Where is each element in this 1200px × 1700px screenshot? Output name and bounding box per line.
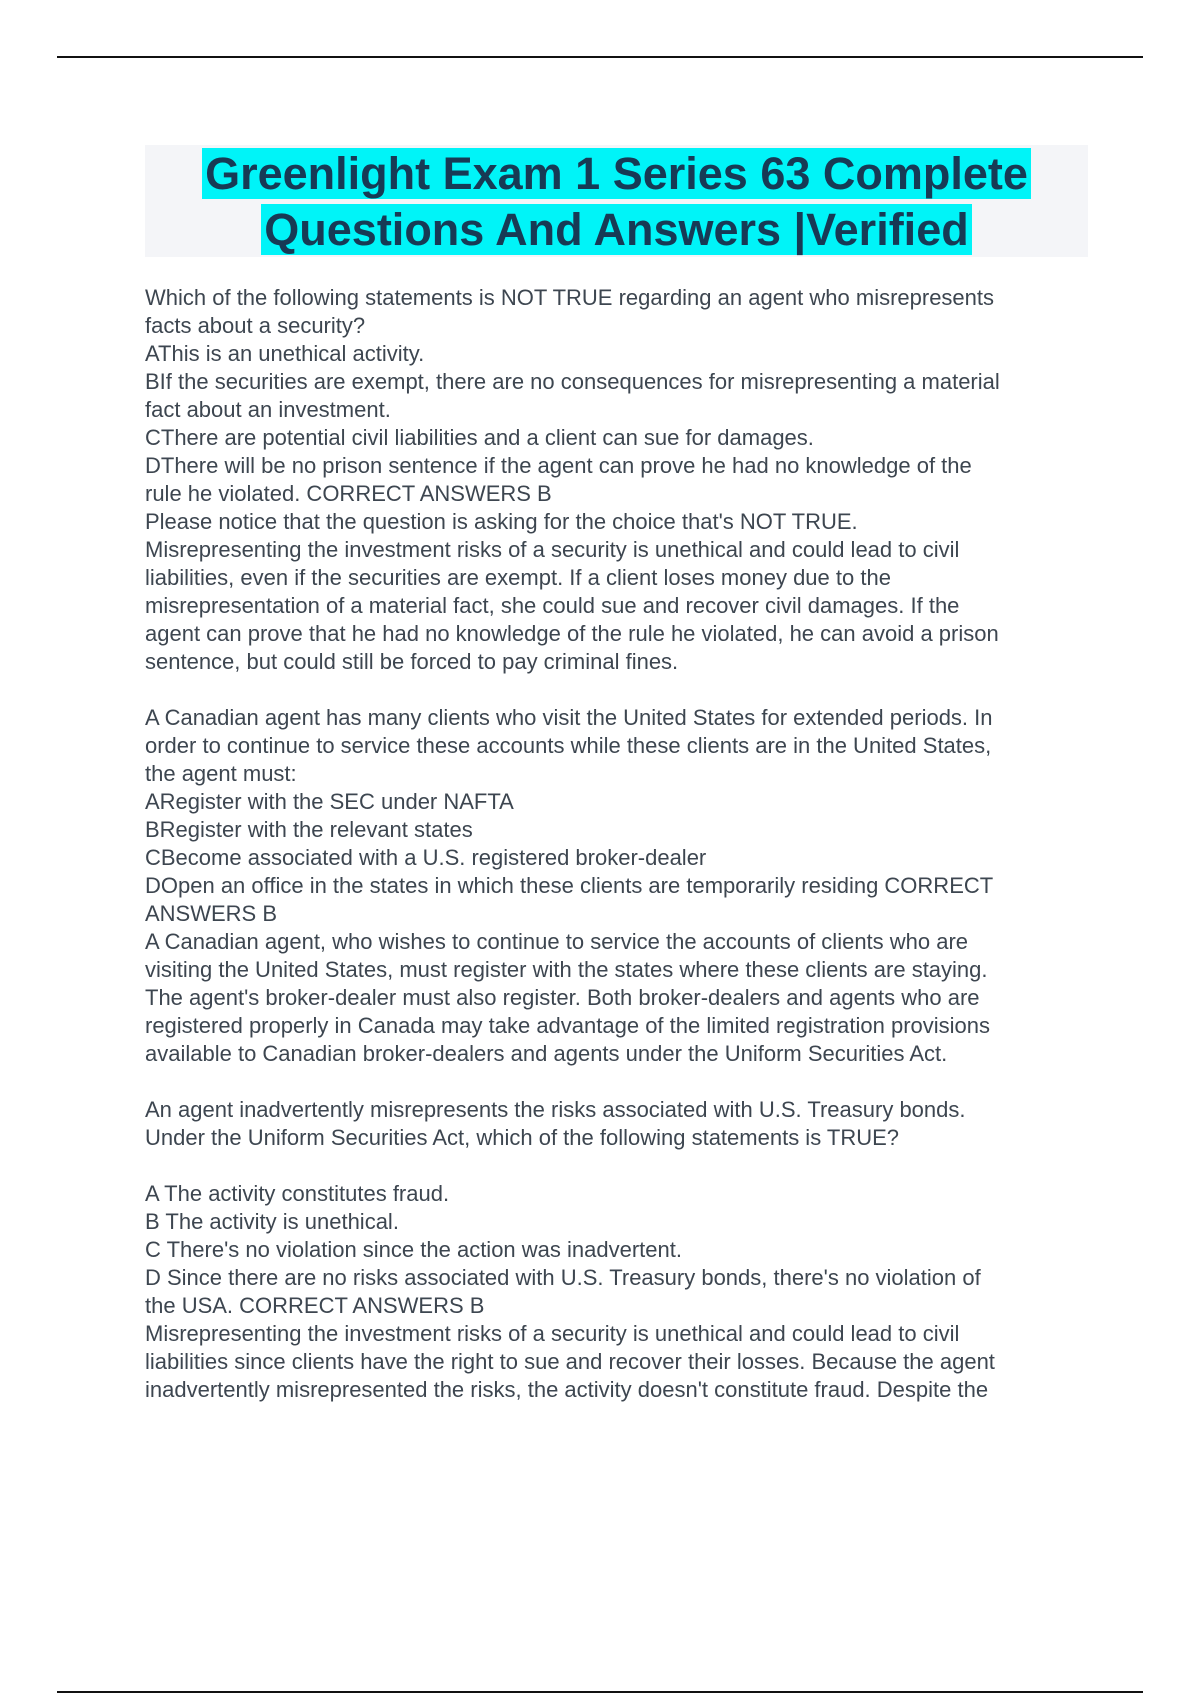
text-line: DOpen an office in the states in which these clients are temporarily residing CORRECT [145, 873, 994, 898]
text-line: B The activity is unethical. [145, 1209, 399, 1234]
text-line: liabilities since clients have the right to sue and recover their losses. Because the agent [145, 1349, 995, 1374]
question-block-2 [145, 704, 1095, 1068]
question-block-1 [145, 284, 1095, 676]
title-line-2: Questions And Answers |Verified [261, 204, 971, 255]
text-line: BIf the securities are exempt, there are no consequences for misrepresenting a material [145, 369, 1000, 394]
text-line: agent can prove that he had no knowledge of the rule he violated, he can avoid a prison [145, 621, 999, 646]
text-line: A The activity constitutes fraud. [145, 1181, 450, 1206]
text-line: ANSWERS B [145, 901, 278, 926]
text-line: Which of the following statements is NOT TRUE regarding an agent who misrepresents [145, 285, 995, 310]
text-line: The agent's broker-dealer must also register. Both broker-dealers and agents who are [145, 985, 980, 1010]
text-line: Misrepresenting the investment risks of a security is unethical and could lead to civil [145, 1321, 960, 1346]
page-title [145, 146, 1088, 258]
text-line: A Canadian agent, who wishes to continue to service the accounts of clients who are [145, 929, 969, 954]
text-line: registered properly in Canada may take advantage of the limited registration provisions [145, 1013, 991, 1038]
text-line: AThis is an unethical activity. [145, 341, 425, 366]
text-line: visiting the United States, must register with the states where these clients are staying. [145, 957, 988, 982]
text-line: CThere are potential civil liabilities and a client can sue for damages. [145, 425, 814, 450]
question-block-3 [145, 1096, 1095, 1404]
text-line: D Since there are no risks associated with U.S. Treasury bonds, there's no violation of [145, 1265, 981, 1290]
paragraph-gap [145, 1152, 1095, 1180]
text-line: An agent inadvertently misrepresents the risks associated with U.S. Treasury bonds. [145, 1097, 966, 1122]
text-line: DThere will be no prison sentence if the agent can prove he had no knowledge of the [145, 453, 972, 478]
text-line: available to Canadian broker-dealers and agents under the Uniform Securities Act. [145, 1041, 948, 1066]
text-line: CBecome associated with a U.S. registered broker-dealer [145, 845, 707, 870]
text-line: inadvertently misrepresented the risks, the activity doesn't constitute fraud. Despite the [145, 1377, 989, 1402]
text-line: Please notice that the question is asking for the choice that's NOT TRUE. [145, 509, 858, 534]
text-line: sentence, but could still be forced to pay criminal fines. [145, 649, 679, 674]
text-line: misrepresentation of a material fact, she could sue and recover civil damages. If the [145, 593, 960, 618]
text-line: BRegister with the relevant states [145, 817, 473, 842]
text-line: Under the Uniform Securities Act, which of the following statements is TRUE? [145, 1125, 900, 1150]
title-line-1: Greenlight Exam 1 Series 63 Complete [202, 148, 1031, 199]
paragraph-gap [145, 1068, 1095, 1096]
top-rule [57, 56, 1143, 58]
text-line: fact about an investment. [145, 397, 391, 422]
document-body [145, 284, 1095, 1404]
text-line: rule he violated. CORRECT ANSWERS B [145, 481, 552, 506]
text-line: facts about a security? [145, 313, 366, 338]
text-line: order to continue to service these accounts while these clients are in the United States, [145, 733, 992, 758]
text-line: Misrepresenting the investment risks of a security is unethical and could lead to civil [145, 537, 960, 562]
text-line: A Canadian agent has many clients who visit the United States for extended periods. In [145, 705, 993, 730]
text-line: ARegister with the SEC under NAFTA [145, 789, 514, 814]
text-line: liabilities, even if the securities are exempt. If a client loses money due to the [145, 565, 891, 590]
text-line: C There's no violation since the action was inadvertent. [145, 1237, 682, 1262]
bottom-rule [57, 1691, 1143, 1693]
text-line: the agent must: [145, 761, 297, 786]
paragraph-gap [145, 676, 1095, 704]
text-line: the USA. CORRECT ANSWERS B [145, 1293, 485, 1318]
